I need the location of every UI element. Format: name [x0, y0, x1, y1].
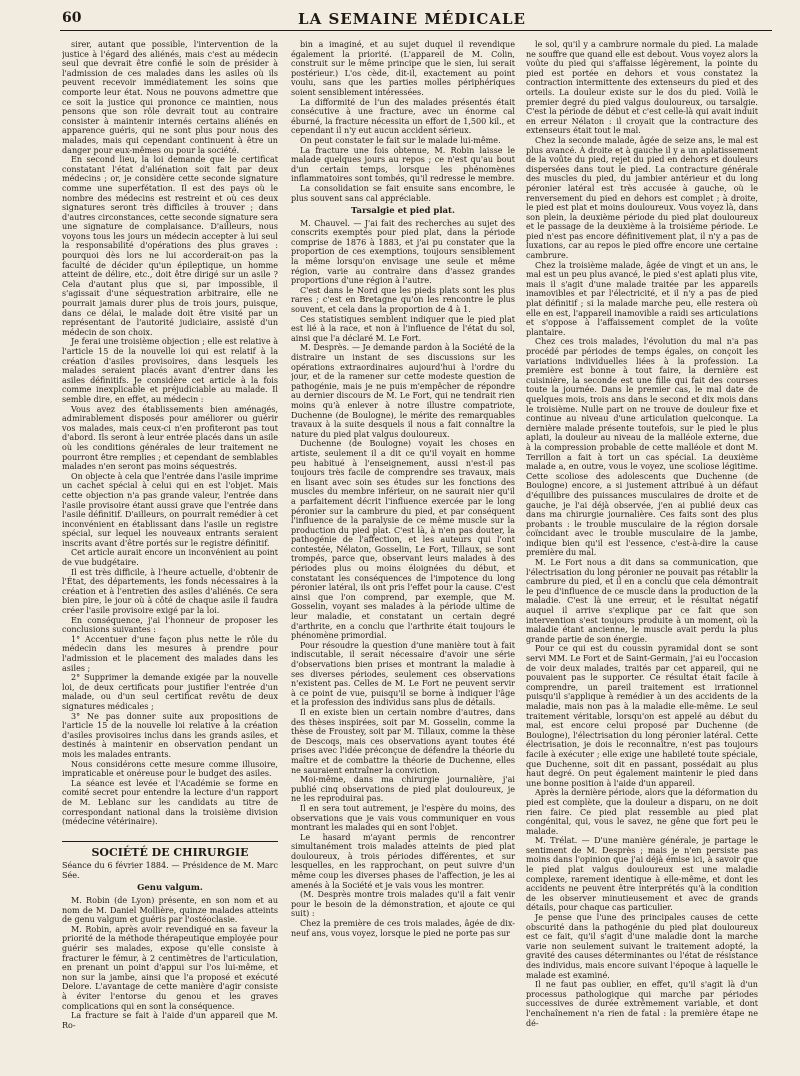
paragraph: M. Robin, après avoir revendiqué en sa faveur la priorité de la méthode thérapeutique employée pour guérir ses malades, expose qu'elle consiste à fracturer le fémur, à 2 centimètres de l'articulation, en prenant un point d'appui sur l'os lui-même, et non sur la jambe, ainsi que l'a proposé et exécuté Delore. L'avantage de cette manière d'agir consiste à éviter l'entorse du genou et les graves complications qui en sont la conséquence.: [62, 924, 278, 1011]
paragraph: La fracture se fait à l'aide d'un appareil que M. Ro-: [62, 1011, 278, 1030]
paragraph: La consolidation se fait ensuite sans encombre, le plus souvent sans cal appréciable.: [291, 183, 515, 203]
paragraph: M. Le Fort nous a dit dans sa communication, que l'électrisation du long péronier ne pouvait pas rétablir la cambrure du pied, et il en a conclu que cela démontrait le peu d'influence de ce muscle dans la production de la maladie. C'est là une erreur, et le résultat négatif auquel il arrive s'explique par ce fait que son intervention s'est toujours produite à un moment, où la maladie étant ancienne, le muscle avait perdu la plus grande partie de son énergie.: [526, 558, 758, 644]
paragraph: sirer, autant que possible, l'intervention de la justice à l'égard des aliénés, mais c'est au médecin seul que devrait être confié le soin de présider à l'admission de ces malades dans les asiles où ils peuvent recevoir immédiatement les soins que comporte leur état. Nous ne pouvons admettre que ce soit la justice qui prononce ce maintien, nous pensons que son rôle devrait tout au contraire consister à maintenir internés certains aliénés en apparence guéris, qui ne sont plus pour nous des malades, mais qui cependant continuent à être un danger pour eux-mêmes ou pour la société.: [62, 40, 278, 155]
paragraph: Chez ces trois malades, l'évolution du mal n'a pas procédé par périodes de temps égales, on conçoit les variations individuelles liées à la profession. La première est bonne à tout faire, la dernière est cuisinière, la seconde est une fille qui fait des courses toute la journée. Dans le premier cas, le mal date de quelques mois, trois ans dans le second et dix mois dans le troisième. Nulle part on ne trouve de douleur fixe et continue au niveau d'une articulation quelconque. La dernière malade présente toutefois, sur le pied le plus aplati, la douleur au niveau de la malléole externe, due à la compression probable de cette malléole et dont M. Terrillon a fait à tort un cas spécial. La deuxième malade a, en outre, vous le voyez, une scoliose légitime. Cette scoliose des adolescents que Duchenne (de Boulogne) encore, a si justement attribué à un défaut d'équilibre des puissances musculaires de droite et de gauche, je l'ai déjà observée, j'en ai publié deux cas dans ma chirurgie journalière. Ces faits sont des plus probants : le trouble musculaire de la région dorsale coïncidant avec le trouble musculaire de la jambe, indique bien qu'il est l'essence, c'est-à-dire la cause première du mal.: [526, 337, 758, 558]
paragraph: On objecte à cela que l'entrée dans l'asile imprime un cachet spécial à celui qui en est l'objet. Mais cette objection n'a pas grande valeur, l'entrée dans l'asile provisoire étant aussi grave que l'entrée dans l'asile définitif. D'ailleurs, on pourrait remédier à cet inconvénient en établissant dans l'asile un registre spécial, sur lequel les nouveaux entrants seraient inscrits avant d'être portés sur le registre définitif.: [62, 471, 278, 548]
conclusion-item: 3° Ne pas donner suite aux propositions de l'article 15 de la nouvelle loi relative à la création d'asiles provisoires inclus dans les grands asiles, et destinés à maintenir en observation pendant un mois les malades entrants.: [62, 711, 278, 759]
paragraph: Chez la troisième malade, âgée de vingt et un ans, le mal est un peu plus avancé, le pied s'est aplati plus vite, mais il s'agit d'une malade traitée par les appareils inamovibles et par l'électricité, et il n'y a pas de pied plat définitif ; si la malade marche peu, elle restera où elle en est, l'appareil inamovible a raidi ses articulations et s'oppose à l'affaissement complet de la voûte plantaire.: [526, 260, 758, 337]
paragraph: Cet article aurait encore un inconvénient au point de vue budgétaire.: [62, 548, 278, 568]
paragraph: Après la dernière période, alors que la déformation du pied est complète, que la douleur a disparu, on ne doit rien faire. Ce pied plat ressemble au pied plat congénital, qui, vous le savez, ne gêne que fort peu le malade.: [526, 788, 758, 836]
paragraph: M. Robin (de Lyon) présente, en son nom et au nom de M. Daniel Mollière, quinze malades atteints de genu valgum et guéris par l'ostéoclasie.: [62, 896, 278, 925]
paragraph: En conséquence, j'ai l'honneur de proposer les conclusions suivantes :: [62, 615, 278, 635]
paragraph: Vous avez des établissements bien aménagés, admirablement disposés pour améliorer ou guérir vos malades, mais ceux-ci n'en profiteront pas tout d'abord. Ils seront à leur entrée placés dans un asile où les conditions générales de leur traitement ne pourront être remplies ; et cependant de semblables malades n'en seront pas moins séquestrés.: [62, 404, 278, 472]
paragraph: M. Desprès. — Je demande pardon à la Société de la distraire un instant de ses discussions sur les opérations extraordinaires aujourd'hui à l'ordre du jour, et de la ramener sur cette modeste question de pathogénie, mais je ne puis m'empêcher de répondre au dernier discours de M. Le Fort, qui ne tendrait rien moins qu'à enlever à notre illustre compatriote, Duchenne (de Boulogne), le mérite des remarquables travaux à la suite desquels il nous a fait connaître la nature du pied plat valgus douloureux.: [291, 343, 515, 439]
paragraph: M. Chauvel. — J'ai fait des recherches au sujet des conscrits exemptés pour pied plat, dans la période comprise de 1876 à 1883, et j'ai pu constater que la proportion de ces exemptions, toujours sensiblement la même lorsqu'on envisage une seule et même région, varie au contraire dans d'assez grandes proportions d'une région à l'autre.: [291, 218, 515, 286]
paragraph: Il en sera tout autrement, je l'espère du moins, des observations que je vais vous communiquer en vous montrant les malades qui en sont l'objet.: [291, 803, 515, 833]
subheading-tarsalgie: Tarsalgie et pied plat.: [351, 206, 455, 217]
paragraph: Il est très difficile, à l'heure actuelle, d'obtenir de l'État, des départements, les fonds nécessaires à la création et à l'entretien des asiles d'aliénés. Ce sera bien pire, le jour où à côté de chaque asile il faudra créer l'asile provisoire exigé par la loi.: [62, 567, 278, 616]
header-rule: [60, 30, 772, 31]
paragraph: Il ne faut pas oublier, en effet, qu'il s'agit là d'un processus pathologique qui marche par périodes successives de durée extrêmement variable, et dont l'enchaînement n'a rien de fatal : la première étape ne dé-: [526, 980, 758, 1028]
paragraph: Je pense que l'une des principales causes de cette obscurité dans la pathogénie du pied plat douloureux est ce fait, qu'il s'agit d'une maladie dont la marche varie non seulement suivant le traitement adopté, la gravité des causes déterminantes ou l'état de résistance des individus, mais encore suivant l'époque à laquelle le malade est examiné.: [526, 913, 758, 980]
session-line: Séance du 6 février 1884. — Présidence de M. Marc Sée.: [62, 861, 278, 880]
conclusion-item: 2° Supprimer la demande exigée par la nouvelle loi, de deux certificats pour justifier l'entrée d'un malade, ou d'un seul certificat revêtu de deux signatures médicales ;: [62, 673, 278, 711]
paragraph: Ces statistiques semblent indiquer que le pied plat est lié à la race, et non à l'influence de l'état du sol, ainsi que l'a déclaré M. Le Fort.: [291, 314, 515, 343]
paragraph: Le hasard m'ayant permis de rencontrer simultanément trois malades atteints de pied plat douloureux, à trois périodes différentes, et sur lesquelles, en les rapprochant, on peut suivre d'un même coup les diverses phases de l'affection, je les ai amenés à la Société et je vais vous les montrer.: [291, 832, 515, 890]
paragraph: Pour ce qui est du coussin pyramidal dont se sont servi MM. Le Fort et de Saint-Germain, j'ai eu l'occasion de voir deux malades, traités par cet appareil, qui ne pouvaient pas le supporter. Ce résultat était facile à comprendre, un pareil traitement est irrationnel puisqu'il s'applique à remédier à un des accidents de la maladie, mais non pas à la maladie elle-même. Le seul traitement véritable, lorsqu'on est appelé au début du mal, est encore celui proposé par Duchenne (de Boulogne), l'électrisation du long péronier latéral. Cette électrisation, je dois le reconnaître, n'est pas toujours facile à exécuter ; elle exige une habileté toute spéciale, que Duchenne, soit dit en passant, possédait au plus haut degré. On peut également maintenir le pied dans une bonne position à l'aide d'un appareil.: [526, 644, 758, 788]
paragraph: le sol, qu'il y a cambrure normale du pied. La malade ne souffre que quand elle est debout. Vous voyez alors la voûte du pied qui s'affaisse légèrement, la pointe du pied est portée en dehors et vous constatez la contraction intermittente des extenseurs du pied et des orteils. La douleur existe sur le dos du pied. Voilà le premier degré du pied valgus douloureux, ou tarsalgie. C'est la période de début et c'est celle-là qui avait induit en erreur Nélaton : il croyait que la contracture des extenseurs était tout le mal.: [526, 40, 758, 136]
paragraph: On peut constater le fait sur le malade lui-même.: [300, 135, 501, 145]
paragraph: Nous considérons cette mesure comme illusoire, impraticable et onéreuse pour le budget des asiles.: [62, 759, 278, 779]
section-heading-societe-chirurgie: SOCIÉTÉ DE CHIRURGIE: [62, 841, 278, 858]
paragraph: Chez la seconde malade, âgée de seize ans, le mal est plus avancé. À droite et à gauche il y a un aplatissement de la voûte du pied, rejet du pied en dehors et douleurs dispersées dans tout le pied. La contracture générale des muscles du pied, du jambier antérieur et du long péronier latéral est très accusée à gauche, où le renversement du pied en dehors est complet ; à droite, le pied est plat et moins douloureux. Vous voyez là, dans son plein, la deuxième période du pied plat douloureux et le passage de la deuxième à la troisième période. Le pied n'est pas encore définitivement plat, il n'y a pas de luxations, car au repos le pied offre encore une certaine cambrure.: [526, 135, 758, 261]
column-left: [62, 40, 278, 1066]
paragraph: En second lieu, la loi demande que le certificat constatant l'état d'aliénation soit fait par deux médecins ; or, je considère cette seconde signature comme une superfétation. Il est des pays où le nombre des médecins est restreint et où ces deux signatures seront très difficiles à trouver ; dans d'autres circonstances, cette seconde signature sera une signature de complaisance. D'ailleurs, nous voyons tous les jours un médecin accepter à lui seul la responsabilité d'opérations des plus graves : pourquoi dès lors ne lui accorderait-on pas la faculté de décider qu'un épileptique, un homme atteint de délire, etc., doit être dirigé sur un asile ? Cela d'autant plus que si, par impossible, il s'agissait d'une séquestration arbitraire, elle ne pourrait jamais durer plus de trois jours, puisque, dans ce délai, le malade doit être visité par un représentant de l'autorité judiciaire, assisté d'un médecin de son choix.: [62, 155, 278, 337]
paragraph: Je ferai une troisième objection ; elle est relative à l'article 15 de la nouvelle loi qui est relatif à la création d'asiles provisoires, dans lesquels les malades seraient placés avant d'entrer dans les asiles définitifs. Je considère cet article à la fois comme inexplicable et préjudiciable au malade. Il semble dire, en effet, au médecin :: [62, 337, 278, 404]
paragraph: bin a imaginé, et au sujet duquel il revendique également la priorité. (L'appareil de M. Colin, construit sur le même principe que le sien, lui serait postérieur.) L'os cède, dit-il, exactement au point voulu, sans que les parties molles périphériques soient sensiblement intéressées.: [291, 40, 515, 97]
column-right: [526, 40, 758, 1066]
paragraph: C'est dans le Nord que les pieds plats sont les plus rares ; c'est en Bretagne qu'on les rencontre le plus souvent, et cela dans la proportion de 4 à 1.: [291, 285, 515, 315]
journal-title: LA SEMAINE MÉDICALE: [298, 10, 526, 28]
paragraph: (M. Desprès montre trois malades qu'il a fait venir pour le besoin de la démonstration, et ajoute ce qui suit) :: [291, 890, 515, 919]
paragraph: La fracture une fois obtenue, M. Robin laisse le malade quelques jours au repos ; ce n'est qu'au bout d'un certain temps, lorsque les phénomènes inflammatoires sont tombés, qu'il redresse le membre.: [291, 145, 515, 184]
paragraph: Pour résoudre la question d'une manière tout à fait indiscutable, il serait nécessaire d'avoir une série d'observations bien prises et montrant la maladie à ses diverses périodes, seulement ces observations n'existent pas. Celles de M. Le Fort ne peuvent servir à ce point de vue, puisqu'il se borne à indiquer l'âge et la profession des individus sans plus de détails.: [291, 640, 515, 708]
subheading-genu-valgum: Genu valgum.: [137, 883, 203, 894]
page-number: 60: [62, 10, 82, 26]
paragraph: Il en existe bien un certain nombre d'autres, dans des thèses inspirées, soit par M. Gosselin, comme la thèse de Froustey, soit par M. Tillaux, comme la thèse de Descoqs, mais ces observations ayant toutes été prises avec l'idée préconçue de défendre la théorie du maître et de combattre la théorie de Duchenne, elles ne sauraient entraîner la conviction.: [291, 707, 515, 775]
column-middle: [291, 40, 515, 1066]
paragraph: Moi-même, dans ma chirurgie journalière, j'ai publié cinq observations de pied plat douloureux, je ne les reproduirai pas.: [291, 775, 515, 804]
paragraph: Chez la première de ces trois malades, âgée de dix-neuf ans, vous voyez, lorsque le pied ne porte pas sur: [291, 919, 515, 938]
paragraph: M. Trélat. — D'une manière générale, je partage le sentiment de M. Desprès ; mais je n'en persiste pas moins dans l'opinion que j'ai déjà émise ici, à savoir que le pied plat valgus douloureux est une maladie complexe, rarement identique à elle-même, et dont les accidents ne peuvent être interprétés qu'à la condition de les observer minutieusement et avec de grands détails, pour chaque cas particulier.: [526, 836, 758, 913]
paragraph: La difformité de l'un des malades présentés était consécutive à une fracture, avec un énorme cal éburné, la fracture nécessita un effort de 1,500 kil., et cependant il n'y eut aucun accident sérieux.: [291, 97, 515, 136]
conclusion-item: 1° Accentuer d'une façon plus nette le rôle du médecin dans les mesures à prendre pour l'admission et le placement des malades dans les asiles ;: [62, 634, 278, 673]
paragraph: La séance est levée et l'Académie se forme en comité secret pour entendre la lecture d'un rapport de M. Leblanc sur les candidats au titre de correspondant national dans la troisième division (médecine vétérinaire).: [62, 778, 278, 827]
paragraph: Duchenne (de Boulogne) voyait les choses en artiste, seulement il a dit ce qu'il voyait en homme peu habitué à l'enseignement, aussi n'est-il pas toujours très facile de comprendre ses travaux, mais en lisant avec soin ses études sur les fonctions des muscles du membre inférieur, on ne saurait nier qu'il a parfaitement décrit l'influence exercée par le long péronier sur la cambrure du pied, et par conséquent l'influence de la paralysie de ce même muscle sur la production du pied plat. C'est là, à n'en pas douter, la pathogénie de l'affection, et les auteurs qui l'ont contestée, Nélaton, Gosselin, Le Fort, Tillaux, se sont trompés, parce que, observant leurs malades à des périodes plus ou moins éloignées du début, et constatant les conséquences de l'impotence du long péronier latéral, ils ont pris l'effet pour la cause. C'est ainsi que l'on comprend, par exemple, que M. Gosselin, voyant ses malades à la période ultime de leur maladie, et constatant un certain degré d'arthrite, en a conclu que l'arthrite était toujours le phénomène primordial.: [291, 439, 515, 641]
